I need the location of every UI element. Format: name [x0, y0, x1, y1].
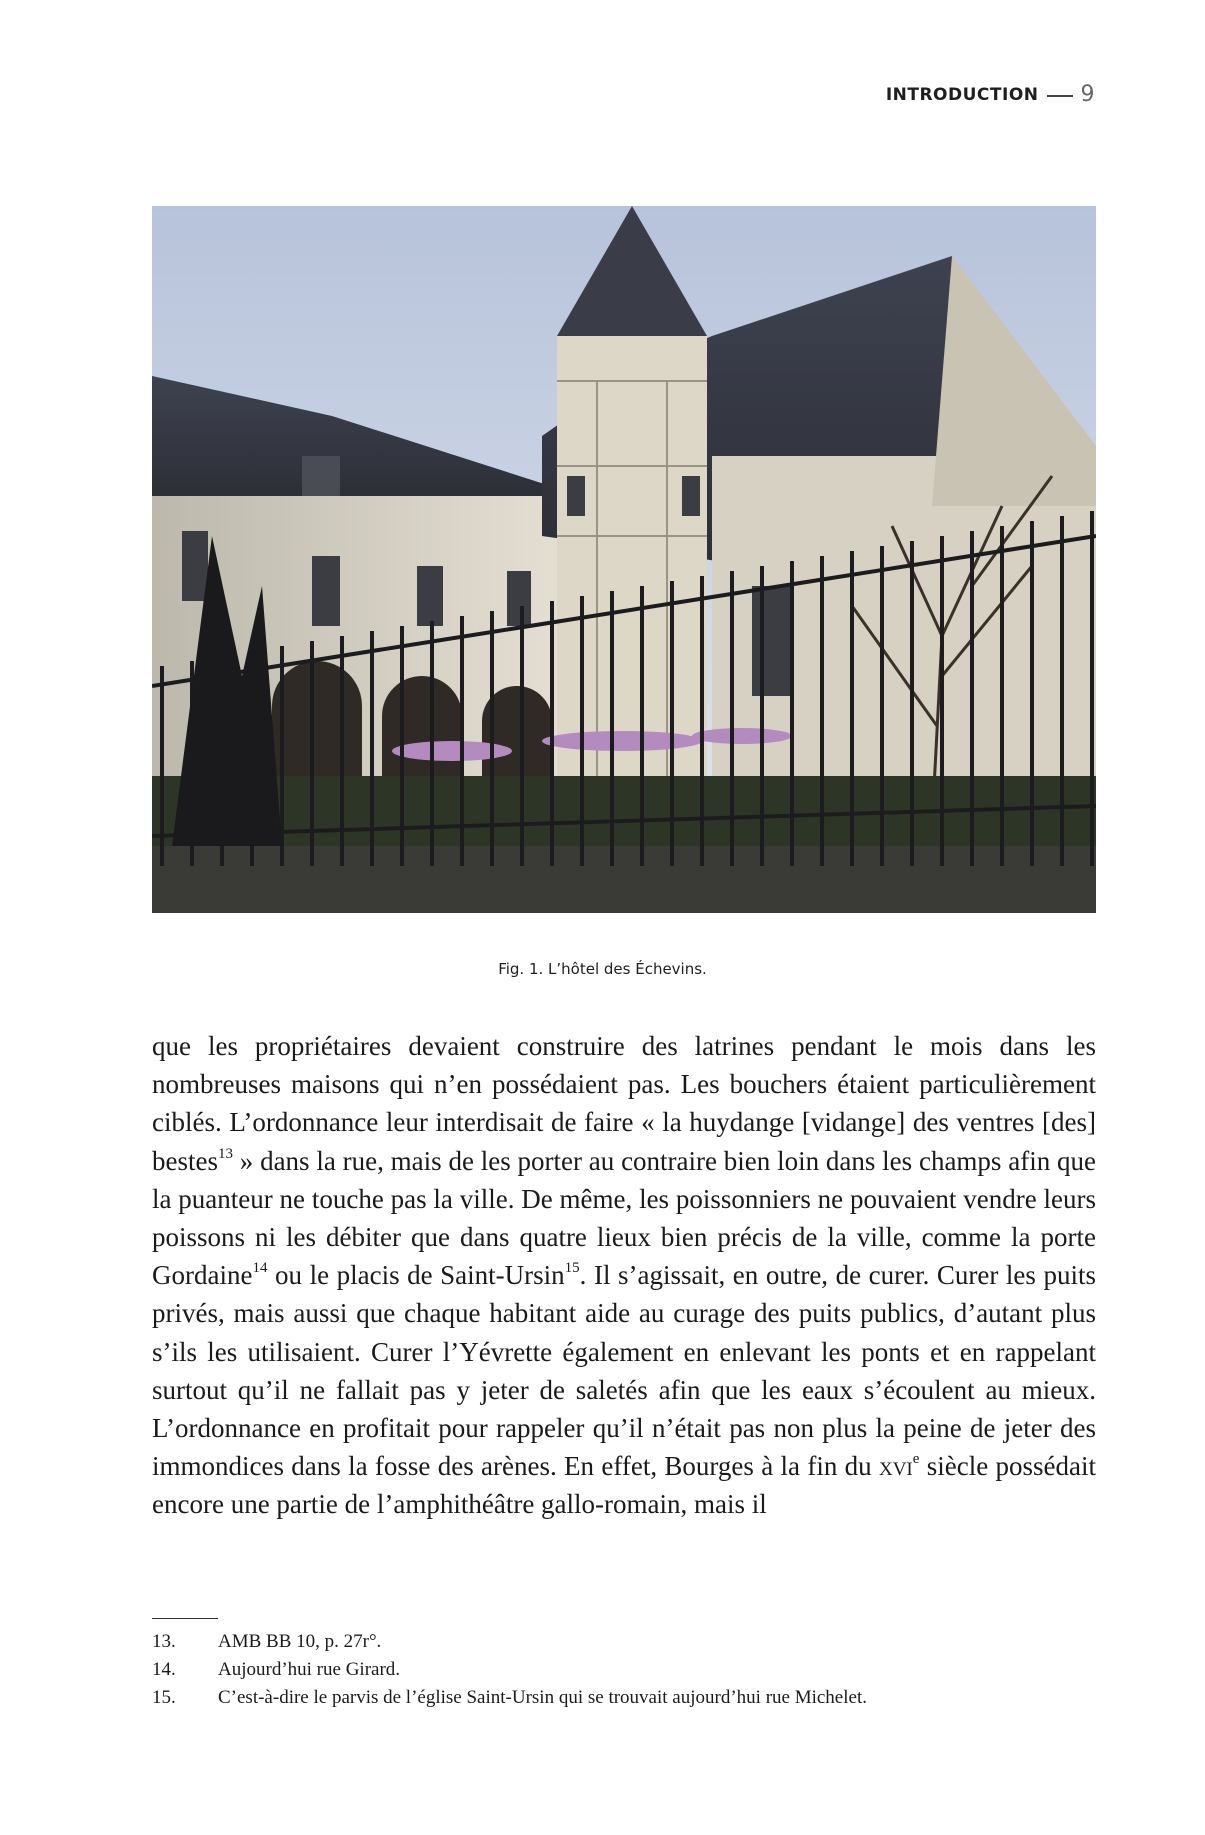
running-head [886, 82, 1095, 107]
footnote-text: AMB BB 10, p. 27r°. [218, 1631, 382, 1652]
footnote-13 [152, 1628, 1096, 1656]
footnote-separator [152, 1618, 218, 1619]
page-number: 9 [1080, 82, 1095, 107]
body-paragraph-text: que les propriétaires devaient construire des latrines pendant le mois dans les nombreuses maisons qui n’en possédaient pas. Les bouchers étaient particulièrement ciblés. L’ordonnance leur interdisait de faire « la huydange [vidange] des ventres [des] bestes$^{13}$ » dans la rue, mais de les porter au contraire bien loin dans les champs afin que la puanteur ne touche pas la ville. De même, les poissonniers ne pouvaient vendre leurs poissons ni les débiter que dans quatre lieux bien précis de la ville, comme la porte Gordaine$^{14}$ ou le placis de Saint-Ursin$^{15}$. Il s’agissait, en outre, de curer. Curer les puits privés, mais aussi que chaque habitant aide au curage des puits publics, d’autant plus s’ils les utilisaient. Curer l’Yévrette également en enlevant les ponts et en rappelant surtout qu’il ne fallait pas y jeter de saletés afin que les eaux s’écoulent au mieux. L’ordonnance en profitait pour rappeler qu’il n’était pas non plus la peine de jeter des immondices dans la fosse des arènes. En effet, Bourges à la fin du xvi$^e$ siècle possédait encore une partie de l’amphithéâtre gallo-romain, mais il [152, 1031, 1097, 1520]
running-head-title: INTRODUCTION [885, 84, 1039, 105]
footnote-number: 14. [152, 1659, 176, 1680]
running-head-dash [1047, 95, 1073, 97]
figure-caption: Fig. 1. L’hôtel des Échevins. [498, 960, 707, 978]
footnote-text: Aujourd’hui rue Girard. [218, 1659, 401, 1680]
footnotes [152, 1628, 1096, 1712]
figure-photo-hotel-des-echevins [152, 206, 1096, 913]
footnote-number: 13. [152, 1631, 176, 1652]
photo-illustration [152, 206, 1096, 913]
footnote-text: C’est-à-dire le parvis de l’église Saint-Ursin qui se trouvait aujourd’hui rue Michelet. [218, 1687, 867, 1708]
body-paragraph [152, 1027, 1096, 1524]
footnote-15 [152, 1684, 1096, 1712]
footnote-number: 15. [152, 1687, 176, 1708]
footnote-14 [152, 1656, 1096, 1684]
